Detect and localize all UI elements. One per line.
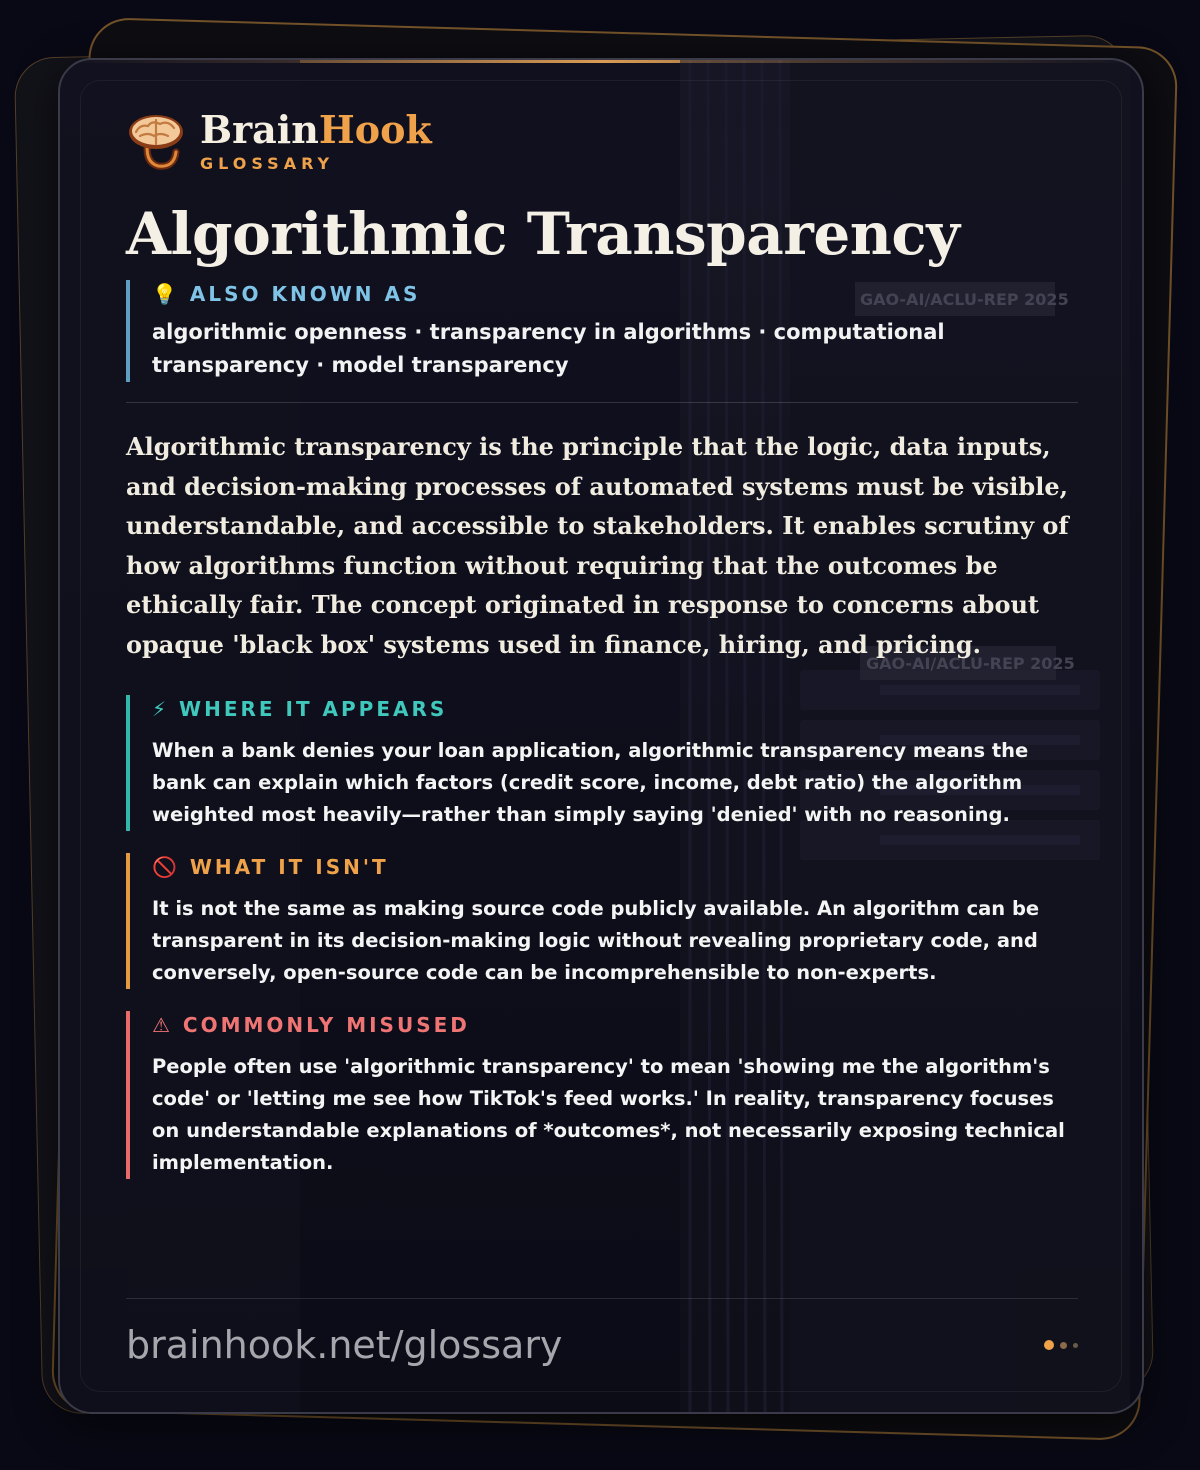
brand-name-accent: Hook [318,106,432,152]
divider [126,402,1078,403]
section-body: It is not the same as making source code publicly available. An algorithm can be transparent in its decision-making logic without revealing proprietary code, and conversely, open-source code can be incomprehensible to non-experts. [152,896,1040,984]
section-heading [152,1011,1078,1039]
also-known-as-label: ALSO KNOWN AS [189,282,421,306]
brand-header [126,100,1078,180]
brand-name-primary: Brain [200,106,319,152]
section-heading [152,695,1078,723]
lightbulb-icon: 💡 [152,282,180,306]
also-known-as-block [126,280,1078,382]
page-indicator-dots [1038,1340,1078,1350]
section-heading [152,853,1078,881]
section-body: When a bank denies your loan application, algorithmic transparency means the bank can explain which factors (credit score, income, debt ratio) the algorithm weighted most heavily—rather than simply saying 'denied' with no reasoning. [152,738,1029,826]
prohibited-icon: 🚫 [152,854,180,879]
card-footer [126,1298,1078,1367]
page-dot-active [1044,1340,1054,1350]
section-commonly-misused [126,1011,1078,1179]
warning-icon: ⚠ [152,1012,173,1037]
term-title: Algorithmic Transparency [126,200,960,268]
section-label: COMMONLY MISUSED [182,1012,470,1037]
page-dot [1073,1343,1078,1348]
definition-text: Algorithmic transparency is the principle that the logic, data inputs, and decision-making processes of automated systems must be visible, understandable, and accessible to stakeholders. It enables scrutiny of how algorithms function without requiring that the outcomes be ethically fair. The concept originated in response to concerns about opaque 'black box' systems used in finance, hiring, and pricing. [126,432,1069,659]
glossary-card [58,58,1144,1414]
brand-name [200,108,432,152]
brain-hook-logo-icon [126,110,186,170]
footer-url: brainhook.net/glossary [126,1323,563,1367]
section-where-it-appears [126,695,1078,831]
lightning-icon: ⚡ [152,696,170,721]
rack-label-mid: GAO-AI/ACLU-REP 2025 [866,654,1075,673]
card-content [126,100,1078,1179]
also-known-as-list: algorithmic openness · transparency in algorithms · computational transparency · model transparency [152,320,945,377]
rack-label-top: GAO-AI/ACLU-REP 2025 [860,290,1069,309]
brand-subtitle: GLOSSARY [200,153,335,173]
section-what-it-isnt [126,853,1078,989]
section-label: WHAT IT ISN'T [189,854,389,879]
page-dot [1060,1342,1067,1349]
section-body: People often use 'algorithmic transparency' to mean 'showing me the algorithm's code' or 'letting me see how TikTok's feed works.' In reality, transparency focuses on understandable explanations of *outcomes*, not necessarily exposing technical implementation. [152,1054,1065,1174]
also-known-as-heading [152,280,1078,308]
section-label: WHERE IT APPEARS [179,696,448,721]
